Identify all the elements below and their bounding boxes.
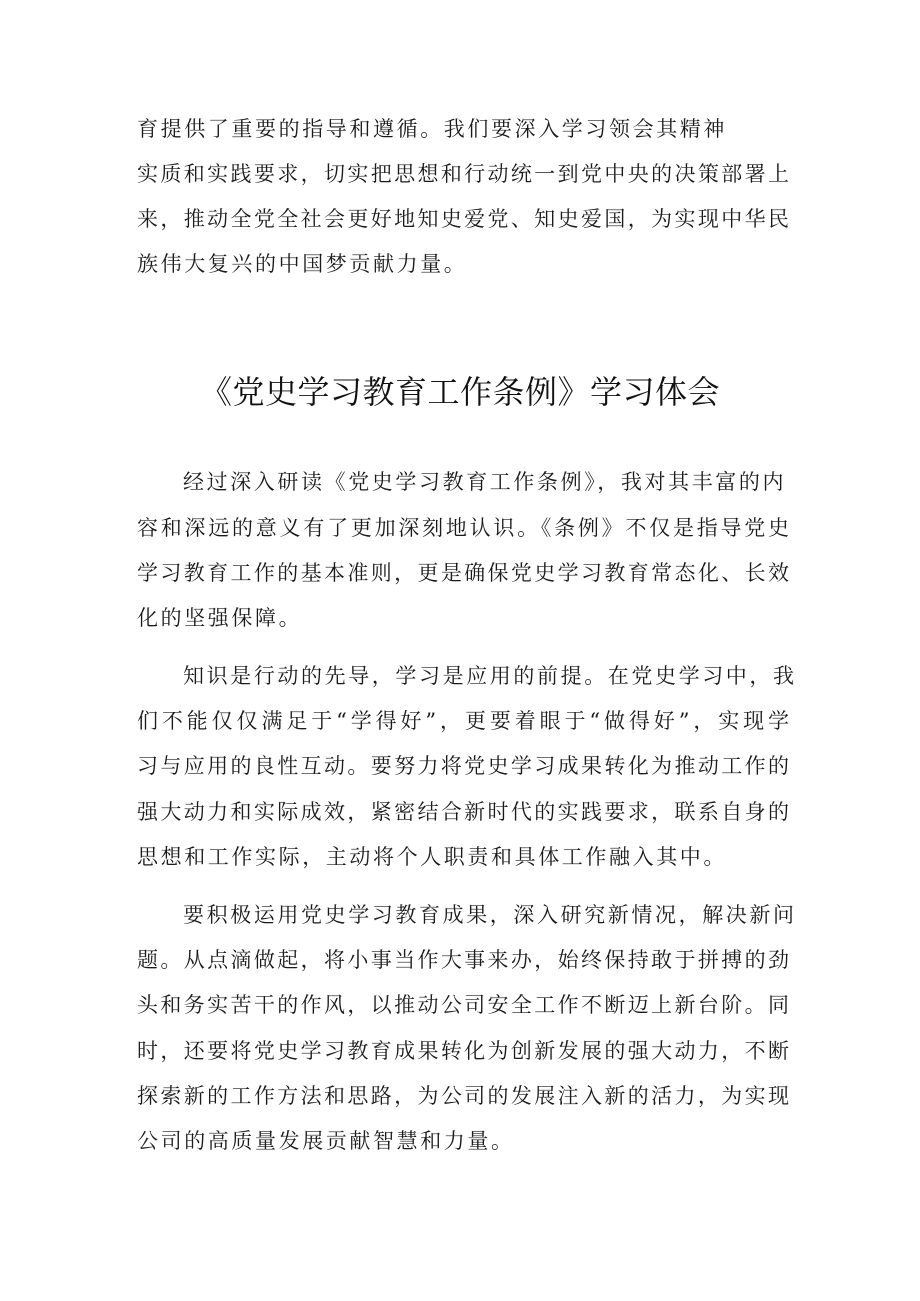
paragraph-line: 题。从点滴做起，将小事当作大事来办，始终保持敢于拼搏的劲	[137, 948, 789, 972]
paragraph-line: 要积极运用党史学习教育成果，深入研究新情况，解决新问	[183, 903, 797, 927]
paragraph-line: 容和深远的意义有了更加深刻地认识。《条例》不仅是指导党史	[137, 516, 789, 540]
paragraph-line: 化的坚强保障。	[137, 606, 303, 630]
paragraph-line: 知识是行动的先导，学习是应用的前提。在党史学习中，我	[183, 664, 797, 688]
paragraph-line: 公司的高质量发展贡献智慧和力量。	[137, 1129, 515, 1153]
paragraph-line: 强大动力和实际成效，紧密结合新时代的实践要求，联系自身的	[137, 800, 789, 824]
paragraph-line: 经过深入研读《党史学习教育工作条例》，我对其丰富的内	[183, 470, 787, 494]
paragraph-line: 们不能仅仅满足于“学得好”，更要着眼于“做得好”，实现学	[137, 709, 789, 733]
paragraph-line: 习与应用的良性互动。要努力将党史学习成果转化为推动工作的	[137, 754, 789, 778]
paragraph-line: 探索新的工作方法和思路，为公司的发展注入新的活力，为实现	[137, 1084, 789, 1108]
paragraph-line: 思想和工作实际，主动将个人职责和具体工作融入其中。	[137, 845, 727, 869]
paragraph-line: 头和务实苦干的作风，以推动公司安全工作不断迈上新台阶。同	[137, 993, 789, 1017]
intro-line: 族伟大复兴的中国梦贡献力量。	[137, 252, 468, 276]
document-title: 《党史学习教育工作条例》学习体会	[199, 373, 720, 411]
intro-line: 育提供了重要的指导和遵循。我们要深入学习领会其精神	[137, 117, 727, 141]
paragraph-line: 学习教育工作的基本准则，更是确保党史学习教育常态化、长效	[137, 561, 789, 585]
intro-line: 实质和实践要求，切实把思想和行动统一到党中央的决策部署上	[137, 162, 789, 186]
intro-line: 来，推动全党全社会更好地知史爱党、知史爱国，为实现中华民	[137, 207, 789, 231]
paragraph-line: 时，还要将党史学习教育成果转化为创新发展的强大动力，不断	[137, 1039, 789, 1063]
